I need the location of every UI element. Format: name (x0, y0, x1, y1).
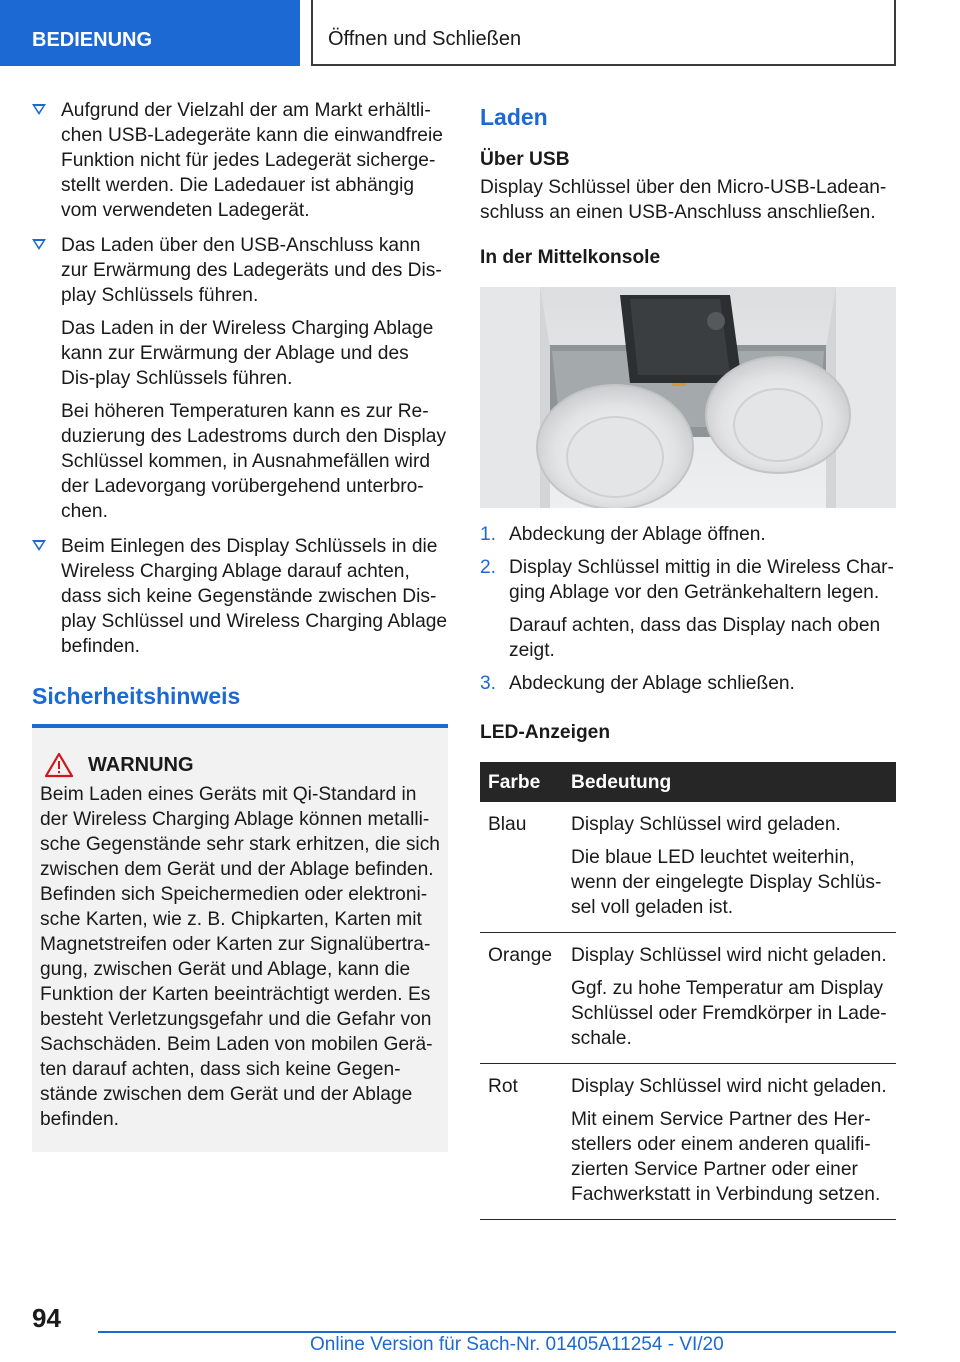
safety-section-title: Sicherheitshinweis (32, 683, 241, 709)
step-text: Darauf achten, dass das Display nach oben zeigt. (509, 615, 881, 661)
step-number: 2. (480, 557, 497, 578)
step-item (480, 555, 896, 663)
led-meaning-line: Display Schlüssel wird geladen. (571, 814, 841, 835)
footer-version-text: Online Version für Sach-Nr. 01405A11254 - VI/20 (310, 1334, 724, 1355)
led-meaning-cell (563, 1064, 896, 1220)
led-subtitle: LED-Anzeigen (480, 722, 611, 743)
table-row (480, 1064, 896, 1220)
bullet-text: Das Laden über den USB-Anschluss kann zur Erwärmung des Ladegeräts und des Dis-play Schlüssels führen. (61, 235, 442, 306)
step-item (480, 671, 896, 696)
led-color-cell: Orange (480, 933, 563, 1064)
column-header-meaning: Bedeutung (563, 762, 896, 802)
right-column (480, 98, 896, 1220)
warning-header (40, 752, 440, 778)
usb-text: Display Schlüssel über den Micro-USB-Ladean-schluss an einen USB-Anschluss anschließen. (480, 177, 887, 223)
console-subtitle: In der Mittelkonsole (480, 247, 661, 268)
step-text: Abdeckung der Ablage öffnen. (509, 524, 766, 545)
column-header-color: Farbe (480, 762, 563, 802)
bullet-text: Aufgrund der Vielzahl der am Markt erhältli-chen USB-Ladegeräte kann die einwandfreie Funktion nicht für jedes Ladegerät sicherge-stellt werden. Die Ladedauer ist abhängig vom verwendeten Ladegerät. (61, 100, 443, 221)
footer-divider (98, 1331, 896, 1333)
warning-text: Beim Laden eines Geräts mit Qi-Standard in der Wireless Charging Ablage können metalli-sche Gegenstände sehr stark erhitzen, die sich zwischen dem Gerät und der Ablage befinden. Befinden sich Speichermedien oder elektroni-sche Karten, wie z. B. Chipkarten, Karten mit Magnetstreifen oder Karten zur Signalübertra-gung, zwischen Gerät und Ablage, kann die Funktion der Karten beeinträchtigt werden. Es besteht Verletzungsgefahr und die Gefahr von Sachschäden. Beim Laden von mobilen Gerä-ten darauf achten, dass sich keine Gegen-stände zwischen dem Gerät und der Ablage befinden. (40, 784, 440, 1130)
led-meaning-cell (563, 933, 896, 1064)
led-meaning-line: Die blaue LED leuchtet weiterhin, wenn der eingelegte Display Schlüs-sel voll geladen ist. (571, 847, 882, 918)
header-section-label: BEDIENUNG (0, 0, 300, 66)
triangle-bullet-icon (32, 104, 46, 115)
led-color-cell: Rot (480, 1064, 563, 1220)
step-text: Abdeckung der Ablage schließen. (509, 673, 795, 694)
led-meaning-line: Display Schlüssel wird nicht geladen. (571, 1076, 887, 1097)
triangle-bullet-icon (32, 239, 46, 250)
warning-box (32, 728, 448, 1152)
table-row (480, 802, 896, 933)
page-number: 94 (32, 1303, 61, 1333)
left-column (32, 98, 448, 1152)
bullet-item (32, 233, 448, 524)
header-chapter-title: Öffnen und Schließen (311, 0, 896, 66)
center-console-photo (480, 287, 896, 508)
table-header-row (480, 762, 896, 802)
step-text: Display Schlüssel mittig in die Wireless Char-ging Ablage vor den Getränkehaltern legen. (509, 557, 894, 603)
led-meaning-cell (563, 802, 896, 933)
bullet-list (32, 98, 448, 659)
bullet-item (32, 98, 448, 223)
led-meaning-line: Ggf. zu hohe Temperatur am Display Schlüssel oder Fremdkörper in Lade-schale. (571, 978, 887, 1049)
bullet-text: Bei höheren Temperaturen kann es zur Re-duzierung des Ladestroms durch den Display Schlüssel kommen, in Ausnahmefällen wird der Ladevorgang vorübergehend unterbro-chen. (61, 401, 447, 522)
step-item (480, 522, 896, 547)
led-color-cell: Blau (480, 802, 563, 933)
step-number: 1. (480, 524, 497, 545)
usb-subtitle: Über USB (480, 149, 570, 170)
bullet-text: Das Laden in der Wireless Charging Ablage kann zur Erwärmung der Ablage und des Dis-play Schlüssels führen. (61, 318, 434, 389)
led-meaning-line: Display Schlüssel wird nicht geladen. (571, 945, 887, 966)
step-number: 3. (480, 673, 497, 694)
table-row (480, 933, 896, 1064)
triangle-bullet-icon (32, 540, 46, 551)
bullet-text: Beim Einlegen des Display Schlüssels in die Wireless Charging Ablage darauf achten, dass sich keine Gegenstände zwischen Dis-play Schlüssel und Wireless Charging Ablage befinden. (61, 536, 448, 657)
led-meaning-line: Mit einem Service Partner des Her-stellers oder einem anderen qualifi-zierten Service Partner oder einer Fachwerkstatt in Verbindung setzen. (571, 1109, 881, 1205)
warning-triangle-icon (40, 752, 88, 778)
warning-title: WARNUNG (88, 753, 194, 776)
bullet-item (32, 534, 448, 659)
step-list (480, 522, 896, 696)
charging-section-title: Laden (480, 104, 548, 130)
led-table (480, 762, 896, 1220)
page-header (0, 0, 960, 66)
